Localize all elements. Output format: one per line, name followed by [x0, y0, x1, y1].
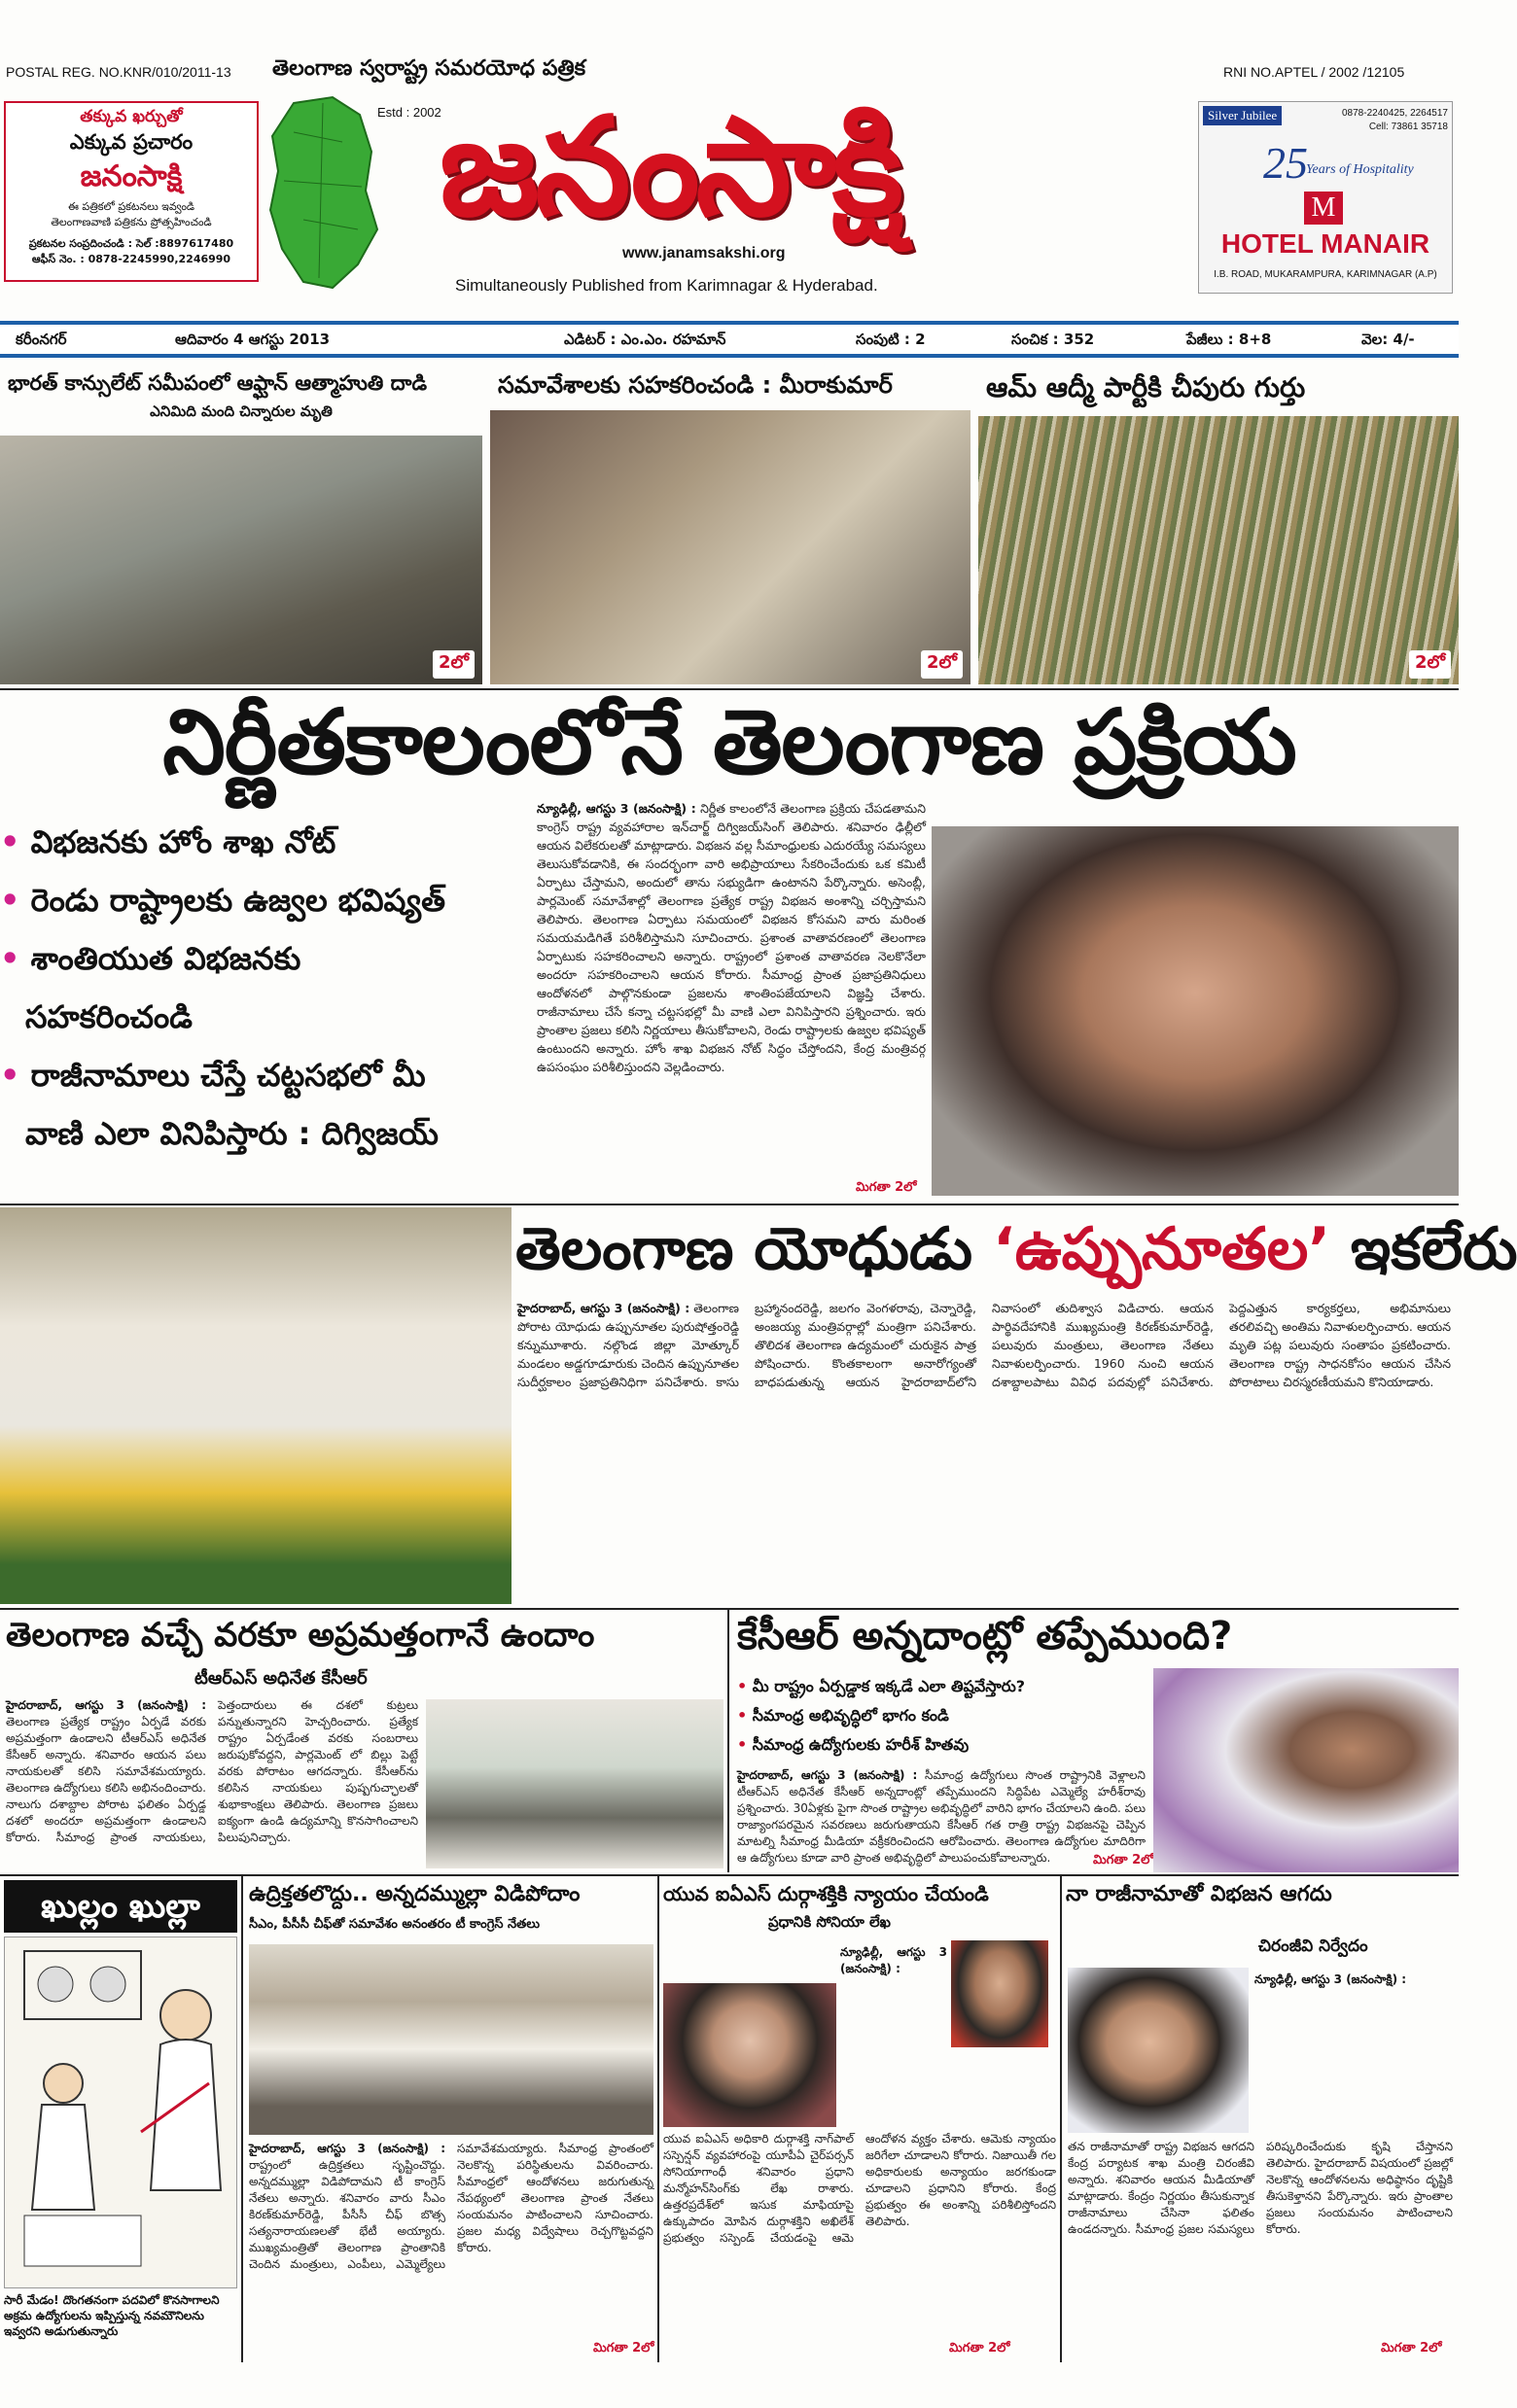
lead-body-text: నిర్ణీత కాలంలోనే తెలంగాణ ప్రక్రియ చేపడతామని కాంగ్రెస్ రాష్ట్ర వ్యవహారాల ఇన్‌చార్జ్ దిగ్విజయ్‌సింగ్ తెలిపారు. శనివారం ఢిల్లీలో ఆయన విలేకరులతో మాట్లాడారు. విభజన వల్ల సీమాంధ్రులకు ఎదురయ్యే సమస్యలు తెలుసుకోవడానికి, ఈ సందర్భంగా వారి అభిప్రాయాలు సేకరించేందుకు ఒక కమిటీ ఏర్పాటు చేస్తామని, అందులో తాను సభ్యుడిగా ఉంటానని పేర్కొన్నారు. అసెంబ్లీ, పార్లమెంట్ సమావేశాల్లో తెలంగాణ ప్రత్యేక రాష్ట్ర విభజన అంశాన్ని చర్చిస్తామని తెలిపారు. తెలంగాణ ఏర్పాటు సమయంలో విభజన కోసమని వారు మరింత సమయమడిగితే పరిశీలిస్తామని సూచించారు. ప్రశాంత వాతావరణంలో తెలంగాణ ఏర్పాటుకు సహకరించాలని అన్నారు. రాష్ట్రంలో ప్రశాంత వాతావరణ నెలకొనేలా అందరూ సహకరించాలని ఆయన కోరారు. సీమాంధ్ర ప్రాంత ప్రజాప్రతినిధులు ఆందోళనలో పాల్గొనకుండా ప్రజలను శాంతింపజేయాలని విజ్ఞప్తి చేశారు. రాజీనామాలు చేసే కన్నా చట్టసభల్లో మీ వాణి ఎలా వినిపిస్తారని ప్రశ్నించారు. ఇరు ప్రాంతాల ప్రజలు కలిసి నిర్ణయాలు తీసుకోవాలని, రెండు రాష్ట్రాలకు ఉజ్వల భవిష్యత్ ఉంటుందని అన్నారు. హోం శాఖ విభజన నోట్ సిద్ధం చేస్తోందని, కేంద్ర మంత్రివర్గ ఉపసంఘం పరిశీలిస్తుందని వెల్లడించారు. — [537, 801, 926, 1074]
lead-bullet-4: • రాజీనామాలు చేస్తే చట్టసభలో మీ — [0, 1057, 426, 1094]
col2-more[interactable]: మిగతా 2లో — [593, 2341, 654, 2356]
lead-bullet-1: • విభజనకు హోం శాఖ నోట్ — [0, 823, 336, 860]
dateline-editor: ఎడిటర్ : ఎం.ఎం. రహమాన్ — [564, 331, 726, 348]
harish-photo — [1153, 1668, 1459, 1872]
top-story-1-title: భారత్ కాన్సులేట్ సమీపంలో ఆఫ్ఘాన్ ఆత్మాహుతి దాడి — [8, 371, 427, 395]
right-ad-hotel: HOTEL MANAIR — [1220, 228, 1430, 259]
top-story-2-page-tag: 2లో — [921, 650, 963, 679]
lead-bullets — [0, 813, 533, 1202]
col4-dateline: న్యూఢిల్లీ, ఆగస్టు 3 (జనంసాక్షి) : — [1254, 1972, 1407, 1986]
right-ad-years-text: Years of Hospitality — [1306, 162, 1414, 177]
harish-more[interactable]: మిగతా 2లో — [1093, 1853, 1154, 1867]
col2-headline: ఉద్రిక్తతలొద్దు.. అన్నదమ్ముల్లా విడిపోదాం — [249, 1882, 581, 1906]
divider — [657, 1876, 659, 2362]
col4-headline: నా రాజీనామాతో విభజన ఆగదు — [1066, 1882, 1332, 1906]
harish-bullet-2: • సీమాంధ్ర అభివృద్ధిలో భాగం కండి — [737, 1706, 949, 1725]
right-ad-years: 25 — [1263, 138, 1308, 188]
top-story-3-page-tag: 2లో — [1409, 650, 1451, 679]
published-from: Simultaneously Published from Karimnagar & Hyderabad. — [455, 276, 878, 295]
divider — [727, 1610, 729, 1872]
lead-body — [537, 799, 926, 1198]
left-ad-contact2: ఆఫీస్ నెం. : 0878-2245990,2246990 — [31, 253, 231, 265]
divider — [241, 1876, 243, 2362]
kcr-body-text: తెలంగాణ ప్రత్యేక రాష్ట్రం ఏర్పడే వరకు అప్రమత్తంగా ఉండాలని టీఆర్ఎస్ అధినేత కేసీఆర్ అన్నారు. శనివారం ఆయన పలు నాయకులతో కలిసి సమావేశమయ్యారు. తెలంగాణ ఉద్యోగులు కలిసి అభినందించారు. నాలుగు దశాబ్దాల పోరాట ఫలితం ఏర్పడ్డ దశలో అందరూ అప్రమత్తంగా ఉండాలని కోరారు. సీమాంధ్ర ప్రాంత నాయకులు, పెత్తందారులు ఈ దశలో కుట్రలు పన్నుతున్నారని హెచ్చరించారు. ప్రత్యేక రాష్ట్రం ఏర్పడేంత వరకు సంబరాలు జరుపుకోవద్దని, పార్లమెంట్ లో బిల్లు పెట్టే వరకు పోరాటం ఆగదన్నారు. కేసీఆర్‌ను కలిసిన నాయకులు పుష్పగుచ్ఛాలతో శుభాకాంక్షలు తెలిపారు. తెలంగాణ ప్రజలు ఐక్యంగా ఉండి ఉద్యమాన్ని కొనసాగించాలని పిలుపునిచ్చారు. — [6, 1698, 418, 1844]
col4-photo — [1068, 1968, 1249, 2133]
harish-bullet-1: • మీ రాష్ట్రం ఏర్పడ్డాక ఇక్కడే ఎలా తిష్టవేస్తారు? — [737, 1677, 1026, 1695]
kcr-photo — [426, 1699, 723, 1868]
masthead-tagline: తెలంగాణ స్వరాష్ట్ర సమరయోధ పత్రిక — [272, 56, 586, 81]
right-ad — [1198, 101, 1453, 294]
lead-bullet-4b: వాణి ఎలా వినిపిస్తారు : దిగ్విజయ్ — [25, 1115, 439, 1152]
estd: Estd : 2002 — [377, 105, 441, 120]
right-ad-phone2: Cell: 73861 35718 — [1368, 122, 1448, 132]
lead-headline: నిర్ణీతకాలంలోనే తెలంగాణ ప్రక్రియ — [162, 690, 1296, 794]
dateline-pages: పేజీలు : 8+8 — [1186, 331, 1272, 348]
obit-body — [517, 1299, 1451, 1600]
left-ad-line4: తెలంగాణవాణి పత్రికను ప్రోత్సహించండి — [51, 216, 212, 228]
left-ad-brand: జనంసాక్షి — [80, 159, 183, 193]
lead-bullet-2: • రెండు రాష్ట్రాలకు ఉజ్వల భవిష్యత్ — [0, 882, 445, 919]
lead-bullet-3b: సహకరించండి — [25, 998, 193, 1035]
col3-photo-2 — [951, 1940, 1048, 2047]
top-story-1[interactable] — [0, 366, 482, 686]
left-ad-contact1: ప్రకటనల సంప్రదించండి : సెల్ :8897617480 — [28, 237, 234, 250]
col3-dateline: న్యూఢిల్లీ, ఆగస్టు 3 (జనంసాక్షి) : — [840, 1945, 947, 1975]
top-story-1-sub: ఎనిమిది మంది చిన్నారుల మృతి — [150, 402, 333, 420]
obit-headline: తెలంగాణ యోధుడు ‘ఉప్పునూతల’ ఇకలేరు — [515, 1215, 1517, 1283]
dateline-bar — [0, 321, 1459, 358]
col4-more[interactable]: మిగతా 2లో — [1381, 2341, 1442, 2356]
left-ad-line3: ఈ పత్రికలో ప్రకటనలు ఇవ్వండి — [67, 200, 195, 213]
obit-dateline: హైదరాబాద్, ఆగస్టు 3 (జనంసాక్షి) : — [517, 1301, 690, 1315]
masthead-logo: జనంసాక్షి — [440, 88, 900, 247]
col3-body — [840, 1944, 947, 2119]
right-ad-phone1: 0878-2240425, 2264517 — [1342, 108, 1448, 119]
dateline-volume: సంపుటి : 2 — [856, 331, 926, 348]
top-story-2-photo — [490, 410, 970, 684]
telangana-map — [265, 93, 381, 297]
top-story-1-photo — [0, 436, 482, 684]
dateline-price: వెల: 4/- — [1361, 331, 1415, 348]
cartoon-drawing — [4, 1937, 237, 2288]
col4-sub: చిరంజీవి నిర్వేదం — [1258, 1937, 1368, 1956]
col2-photo — [249, 1944, 653, 2135]
col3-sub: ప్రధానికి సోనియా లేఖ — [768, 1913, 892, 1931]
lead-more[interactable]: మిగతా 2లో — [856, 1180, 917, 1195]
kcr-sub: టీఆర్ఎస్ అధినేత కేసీఆర్ — [194, 1668, 368, 1689]
dateline-city: కరీంనగర్ — [16, 331, 67, 348]
obit-body-text: తెలంగాణ పోరాట యోధుడు ఉప్పునూతల పురుషోత్తంరెడ్డి కన్నుమూశారు. నల్గొండ జిల్లా మోత్కూర్ మండలం అడ్డగూడూరుకు చెందిన ఉప్పునూతల సుదీర్ఘకాలం ప్రజాప్రతినిధిగా పనిచేశారు. కాసు బ్రహ్మానందరెడ్డి, జలగం వెంగళరావు, చెన్నారెడ్డి, అంజయ్య మంత్రివర్గాల్లో మంత్రిగా పనిచేశారు. తొలిదశ తెలంగాణ ఉద్యమంలో చురుకైన పాత్ర పోషించారు. కొంతకాలంగా అనారోగ్యంతో బాధపడుతున్న ఆయన హైదరాబాద్‌లోని నివాసంలో తుదిశ్వాస విడిచారు. ఆయన పార్థివదేహానికి ముఖ్యమంత్రి కిరణ్‌కుమార్‌రెడ్డి, పలువురు మంత్రులు, తెలంగాణ నేతలు నివాళులర్పించారు. 1960 నుంచి ఆయన దశాబ్దాలపాటు వివిధ పదవుల్లో పనిచేశారు. పెద్దఎత్తున కార్యకర్తలు, అభిమానులు తరలివచ్చి అంతిమ నివాళులర్పించారు. ఆయన మృతి పట్ల పలువురు సంతాపం ప్రకటించారు. తెలంగాణ రాష్ట్ర సాధనకోసం ఆయన చేసిన పోరాటాలు చిరస్మరణీయమని కొనియాడారు. — [517, 1301, 1451, 1389]
divider — [1060, 1876, 1062, 2362]
left-ad-line1: తక్కువ ఖర్చుతో — [80, 107, 183, 126]
left-ad-line2: ఎక్కువ ప్రచారం — [69, 130, 194, 154]
lead-bullet-3: • శాంతియుత విభజనకు — [0, 940, 301, 977]
top-story-1-page-tag: 2లో — [433, 650, 475, 679]
top-story-2[interactable] — [490, 366, 970, 686]
col4-body — [1068, 2139, 1453, 2355]
dateline-date: ఆదివారం 4 ఆగస్టు 2013 — [175, 331, 331, 348]
top-story-3-title: ఆమ్ ఆద్మీ పార్టీకి చీపురు గుర్తు — [986, 371, 1306, 403]
cartoon-title: ఖుల్లం ఖుల్లా — [4, 1880, 237, 1933]
col2-dateline: హైదరాబాద్, ఆగస్టు 3 (జనంసాక్షి) : — [249, 2142, 445, 2155]
harish-body-text: సీమాంధ్ర ఉద్యోగులు సొంత రాష్ట్రానికి వెళ్లాలని టీఆర్ఎస్ అధినేత కేసీఆర్ అన్నదాంట్లో తప్పేముందని సిద్ధిపేట ఎమ్మెల్యే హరీశ్‌రావు ప్రశ్నించారు. 30ఏళ్లకు పైగా సొంత రాష్ట్రాల అభివృద్ధిలో వారిని భాగం చేయాలని ఉంది. పలు రాజ్యాంగపరమైన సవరణలు జరుగుతాయని కేసీఆర్ గత రాత్రి రాష్ట్ర విభజనపై చెప్పిన మాటల్ని సీమాంధ్ర మీడియా వక్రీకరించిందని ఆరోపించారు. తెలంగాణ ఉద్యోగుల మాదిరిగా ఆ ఉద్యోగులు కూడా వారి ప్రాంత అభివృద్ధిలో పాలుపంచుకోవాలన్నారు. — [737, 1768, 1146, 1865]
obit-photo — [0, 1207, 512, 1604]
col3-body-text: యువ ఐఏఎస్ అధికారి దుర్గాశక్తి నాగ్‌పాల్ సస్పెన్షన్ వ్యవహారంపై యూపీఏ చైర్‌పర్సన్ సోనియాగాంధీ శనివారం ప్రధాని మన్మోహన్‌సింగ్‌కు లేఖ రాశారు. ఉత్తరప్రదేశ్‌లో ఇసుక మాఫియాపై ఉక్కుపాదం మోపిన దుర్గాశక్తిని అఖిలేశ్ ప్రభుత్వం సస్పెండ్ చేయడంపై ఆమె ఆందోళన వ్యక్తం చేశారు. ఆమెకు న్యాయం జరిగేలా చూడాలని కోరారు. నిజాయితీ గల అధికారులకు అన్యాయం జరగకుండా చూడాలని ప్రధానిని కోరారు. కేంద్ర ప్రభుత్వం ఈ అంశాన్ని పరిశీలిస్తోందని తెలిపారు. — [663, 2132, 1056, 2245]
kcr-body — [6, 1697, 418, 1861]
cartoon-caption: సారీ మేడం! దొంగతనంగా పదవిలో కొనసాగాలని అక్రమ ఉద్యోగులను ఇప్పిస్తున్న నవమౌనిలను ఇవ్వరని అడుగుతున్నారు — [4, 2293, 220, 2338]
left-ad — [4, 101, 259, 282]
divider — [0, 1874, 1459, 1876]
col4-body-top — [1254, 1972, 1453, 2133]
right-ad-badge: Silver Jubilee — [1203, 106, 1282, 125]
divider — [0, 1608, 1459, 1610]
digvijay-photo — [932, 826, 1459, 1196]
kcr-dateline: హైదరాబాద్, ఆగస్టు 3 (జనంసాక్షి) : — [6, 1698, 206, 1712]
dateline-issue: సంచిక : 352 — [1011, 331, 1095, 348]
top-story-2-title: సమావేశాలకు సహకరించండి : మీరాకుమార్ — [498, 371, 893, 399]
right-ad-address: I.B. ROAD, MUKARAMPURA, KARIMNAGAR (A.P) — [1214, 269, 1437, 280]
col3-body-main — [663, 2131, 1056, 2355]
col2-body-text: రాష్ట్రంలో ఉద్రిక్తతలు సృష్టించొద్దు. అన్నదమ్ముల్లా విడిపోదామని టీ కాంగ్రెస్ నేతలు అన్నారు. శనివారం వారు సీఎం కిరణ్‌కుమార్‌రెడ్డి, పీసీసీ చీఫ్ బొత్స సత్యనారాయణలతో భేటీ అయ్యారు. ముఖ్యమంత్రితో తెలంగాణ ప్రాంతానికి చెందిన మంత్రులు, ఎంపీలు, ఎమ్మెల్యేలు సమావేశమయ్యారు. సీమాంధ్ర ప్రాంతంలో నెలకొన్న పరిస్థితులను వివరించారు. సీమాంధ్రలో ఆందోళనలు జరుగుతున్న నేపథ్యంలో తెలంగాణ ప్రాంత నేతలు సంయమనం పాటించాలని సూచించారు. ప్రజల మధ్య విద్వేషాలు రెచ్చగొట్టవద్దని కోరారు. — [249, 2142, 653, 2271]
rni-number: RNI NO.APTEL / 2002 /12105 — [1223, 64, 1405, 80]
harish-bullet-3: • సీమాంధ్ర ఉద్యోగులకు హరీశ్ హితవు — [737, 1735, 970, 1754]
harish-headline: కేసీఆర్ అన్నదాంట్లో తప్పేముంది? — [737, 1614, 1233, 1658]
lead-dateline: న్యూఢిల్లీ, ఆగస్టు 3 (జనంసాక్షి) : — [537, 801, 696, 816]
divider — [0, 1204, 1459, 1205]
col4-body-text: తన రాజీనామాతో రాష్ట్ర విభజన ఆగదని కేంద్ర పర్యాటక శాఖ మంత్రి చిరంజీవి అన్నారు. శనివారం ఆయన మీడియాతో మాట్లాడారు. కేంద్రం నిర్ణయం తీసుకున్నాక రాజీనామాలు చేసినా ఫలితం ఉండదన్నారు. సీమాంధ్ర ప్రజల సమస్యలు పరిష్కరించేందుకు కృషి చేస్తానని తెలిపారు. హైదరాబాద్ విషయంలో ప్రజల్లో నెలకొన్న ఆందోళనలను అధిష్ఠానం దృష్టికి తీసుకెళ్తానని పేర్కొన్నారు. ఇరు ప్రాంతాల ప్రజలు సంయమనం పాటించాలని కోరారు. — [1068, 2140, 1453, 2236]
hotel-logo-icon: M — [1304, 192, 1343, 225]
website: www.janamsakshi.org — [622, 245, 786, 262]
harish-bullets — [737, 1672, 1155, 1760]
top-story-3-photo — [978, 416, 1459, 684]
postal-reg: POSTAL REG. NO.KNR/010/2011-13 — [6, 64, 231, 80]
col3-headline: యువ ఐఏఎస్ దుర్గాశక్తికి న్యాయం చేయండి — [663, 1882, 989, 1905]
col2-body — [249, 2141, 653, 2356]
harish-dateline: హైదరాబాద్, ఆగస్టు 3 (జనంసాక్షి) : — [737, 1768, 918, 1782]
col2-sub: సీఎం, పీసీసీ చీఫ్‌తో సమావేశం అనంతరం టీ కాంగ్రెస్ నేతలు — [249, 1917, 540, 1932]
kcr-headline: తెలంగాణ వచ్చే వరకూ అప్రమత్తంగానే ఉందాం — [6, 1616, 595, 1655]
top-story-3[interactable] — [978, 366, 1459, 686]
col3-more[interactable]: మిగతా 2లో — [949, 2341, 1010, 2356]
col3-photo-1 — [663, 1983, 836, 2127]
